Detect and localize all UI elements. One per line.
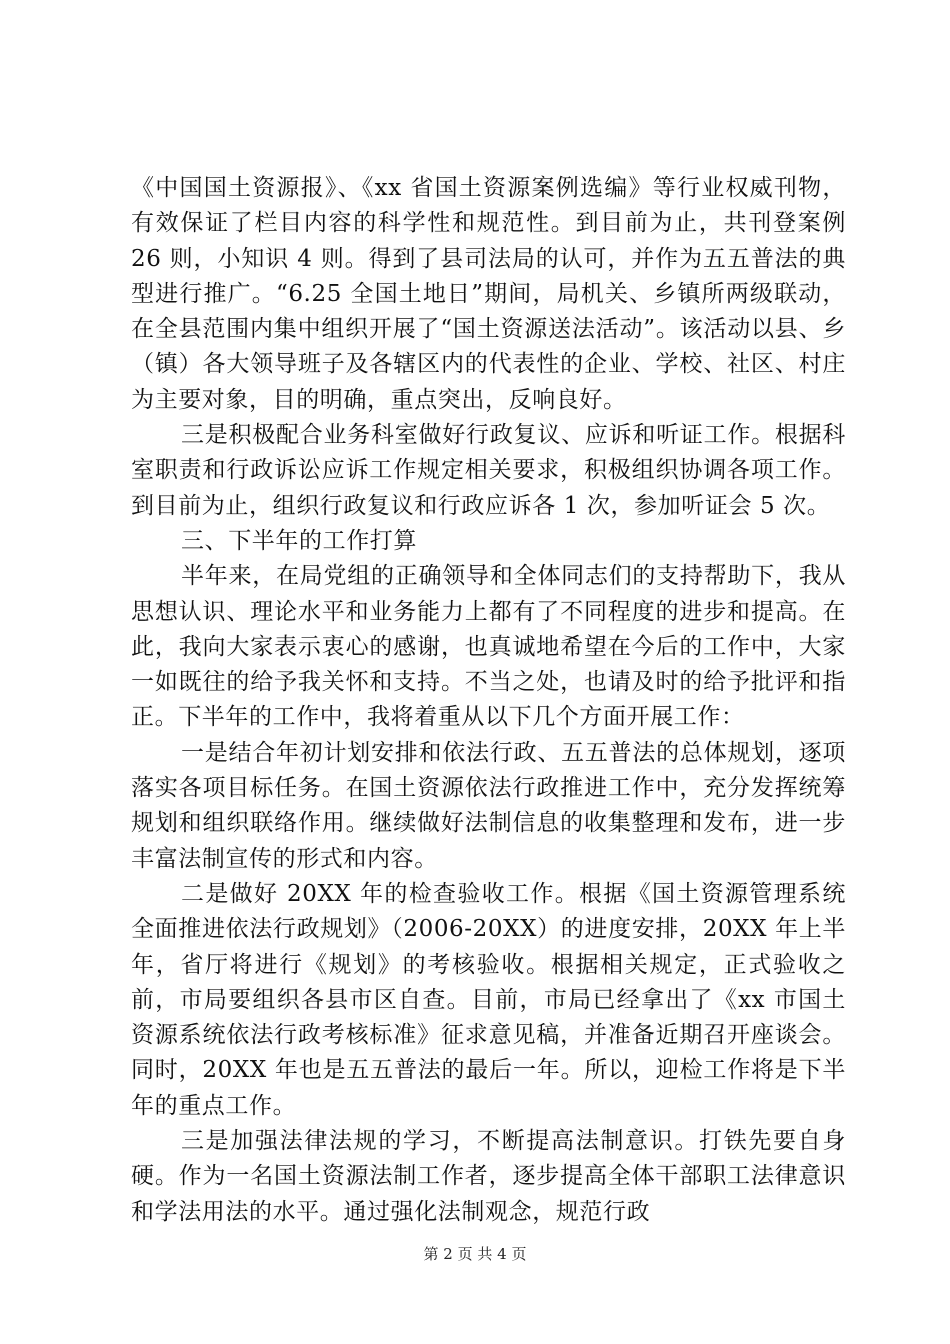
paragraph-plan-two: 二是做好 20XX 年的检查验收工作。根据《国土资源管理系统全面推进依法行政规划》（2006-20XX）的进度安排，20XX 年上半年，省厅将进行《规划》的考核验收。根据相关规定，正式验收之前，市局要组织各县市区自查。目前，市局已经拿出了《xx 市国土资源系统依法行政考核标准》征求意见稿，并准备近期召开座谈会。同时，20XX 年也是五五普法的最后一年。所以，迎检工作将是下半年的重点工作。 (131, 880, 846, 1119)
section-heading: 三、下半年的工作打算 (181, 527, 417, 554)
paragraph-continued: 《中国国土资源报》、《xx 省国土资源案例选编》等行业权威刊物，有效保证了栏目内容的科学性和规范性。到目前为止，共刊登案例 26 则，小知识 4 则。得到了县司法局的认可，并作为五五普法的典型进行推广。“6.25 全国土地日”期间，局机关、乡镇所两级联动，在全县范围内集中组织开展了“国土资源送法活动”。该活动以县、乡（镇）各大领导班子及各辖区内的代表性的企业、学校、社区、村庄为主要对象，目的明确，重点突出，反响良好。 (131, 175, 846, 413)
paragraph-item-three: 三是积极配合业务科室做好行政复议、应诉和听证工作。根据科室职责和行政诉讼应诉工作规定相关要求，积极组织协调各项工作。到目前为止，组织行政复议和行政应诉各 1 次，参加听证会 5 次。 (131, 422, 846, 519)
paragraph-plan-one: 一是结合年初计划安排和依法行政、五五普法的总体规划，逐项落实各项目标任务。在国土资源依法行政推进工作中，充分发挥统筹规划和组织联络作用。继续做好法制信息的收集整理和发布，进一步丰富法制宣传的形式和内容。 (131, 739, 846, 872)
paragraph-plan-three: 三是加强法律法规的学习，不断提高法制意识。打铁先要自身硬。作为一名国土资源法制工作者，逐步提高全体干部职工法律意识和学法用法的水平。通过强化法制观念，规范行政 (131, 1128, 846, 1225)
page-footer: 第 2 页 共 4 页 (423, 1245, 527, 1263)
paragraph-summary: 半年来，在局党组的正确领导和全体同志们的支持帮助下，我从思想认识、理论水平和业务能力上都有了不同程度的进步和提高。在此，我向大家表示衷心的感谢，也真诚地希望在今后的工作中，大家一如既往的给予我关怀和支持。不当之处，也请及时的给予批评和指正。下半年的工作中，我将着重从以下几个方面开展工作： (131, 563, 846, 731)
document-body (131, 171, 846, 1230)
